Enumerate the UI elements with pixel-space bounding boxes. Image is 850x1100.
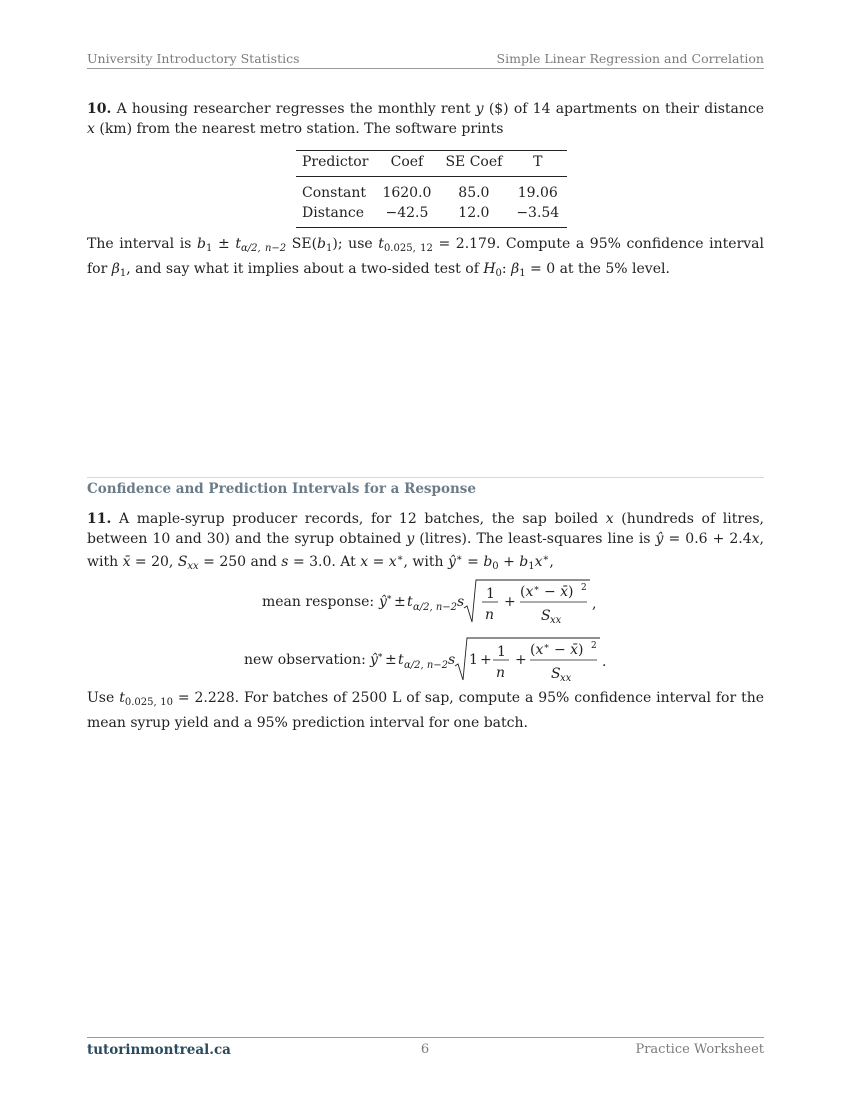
problem-10-text-3: (km) from the nearest metro station. The software prints: [99, 121, 504, 137]
section-divider: [87, 477, 764, 478]
problem-11-intro: 11. A maple-syrup producer records, for 12 batches, the sap boiled x (hundreds of litres, between 10 and 30) and the syrup obtained y (litres). The least-squares line is ŷ = 0.6 + 2.4x, with x̄ = 20, $S_{xx} = 250$ and s = 3.0. At x = x∗, with ŷ∗ = $b_0 + b_1x^∗$,: [87, 511, 764, 572]
problem-11-text-7: = 3.0. At: [292, 554, 356, 570]
col-header: T: [510, 151, 567, 177]
page-number: 6: [420, 1042, 430, 1057]
problem-11-text-4: with: [87, 554, 119, 570]
table-header-row: [296, 151, 567, 177]
svg-text:1: 1: [486, 586, 495, 602]
col-header: Predictor: [296, 151, 376, 177]
svg-text:2: 2: [591, 641, 597, 651]
problem-11-text: A maple-syrup producer records, for 12 batches, the sap boiled: [119, 511, 599, 527]
header-course: University Introductory Statistics: [87, 51, 300, 66]
problem-10-intro: 10. A housing researcher regresses the monthly rent y ($) of 14 apartments on their distance x (km) from the nearest metro station. The software prints: [87, 101, 764, 137]
problem-11-text-6: = 250 and: [203, 554, 277, 570]
problem-10-question-text-2: use: [348, 236, 373, 252]
table-row: [296, 203, 567, 228]
new-observation-formula: [244, 636, 624, 684]
table-cell: −3.54: [516, 205, 560, 221]
problem-11-question: Use $t_{0.025, 10} = 2.228$. For batches of 2500 L of sap, compute a 95% confidence interval for the mean syrup yield and a 95% prediction interval for one batch.: [87, 690, 764, 731]
problem-10-text: A housing researcher regresses the monthly rent: [116, 101, 471, 117]
new-observation-math: [244, 636, 624, 684]
problem-10-number: 10.: [87, 101, 112, 117]
svg-text:ŷ: ŷ: [379, 594, 387, 610]
mean-response-math: [262, 578, 622, 626]
svg-text:+: +: [515, 652, 527, 668]
mean-response-label: mean response:: [262, 594, 375, 610]
svg-text:xx: xx: [560, 673, 572, 684]
svg-text:xx: xx: [550, 615, 562, 626]
table-row: [296, 177, 567, 204]
problem-11-text-2: (hundreds of litres, between 10 and 30) and the syrup obtained: [87, 511, 764, 547]
svg-text:1: 1: [469, 652, 478, 668]
table-cell: Distance: [302, 205, 365, 221]
svg-text:∗: ∗: [386, 593, 393, 603]
problem-10-question-text-4: and say what it implies about a two-sided test of: [135, 261, 479, 277]
problem-11-text-5: = 20,: [134, 554, 174, 570]
col-header: Coef: [376, 151, 439, 177]
svg-text:1: 1: [497, 644, 506, 660]
section-title: Confidence and Prediction Intervals for a Response: [87, 481, 476, 497]
header-topic: Simple Linear Regression and Correlation: [496, 51, 764, 66]
svg-text:+: +: [480, 652, 492, 668]
problem-10-question-text-3: = 2.179. Compute a 95% confidence interval for: [87, 236, 764, 277]
svg-text:±: ±: [385, 652, 397, 668]
problem-11-text-3: (litres). The least-squares line is: [419, 531, 651, 547]
table-cell: 19.06: [517, 185, 558, 201]
new-observation-label: new observation:: [244, 652, 366, 668]
table-cell: −42.5: [385, 205, 429, 221]
svg-text:s: s: [448, 652, 456, 668]
footer-divider: [87, 1037, 764, 1038]
svg-text:.: .: [602, 654, 607, 670]
col-header: SE Coef: [439, 151, 510, 177]
problem-10-question-text-5: at the 5% level.: [559, 261, 670, 277]
svg-text:n: n: [496, 665, 506, 681]
svg-text:(x∗ − x̄): (x∗ − x̄): [530, 642, 584, 658]
table-cell: 85.0: [458, 185, 490, 201]
svg-text:t: t: [407, 594, 413, 610]
svg-text:S: S: [541, 608, 551, 624]
problem-10-question-text: The interval is: [87, 236, 192, 252]
svg-text:t: t: [398, 652, 404, 668]
svg-text:(x∗ − x̄): (x∗ − x̄): [520, 584, 574, 600]
table-cell: 1620.0: [382, 185, 432, 201]
page-header: [87, 51, 764, 69]
mean-response-formula: [262, 578, 622, 626]
svg-text:n: n: [485, 607, 495, 623]
table-cell: Constant: [302, 185, 366, 201]
svg-text:s: s: [457, 594, 465, 610]
problem-11-question-text: Use: [87, 690, 115, 706]
svg-text:α/2, n−2: α/2, n−2: [413, 602, 458, 613]
problem-11-text-8: with: [412, 554, 444, 570]
svg-text:2: 2: [581, 583, 587, 593]
svg-text:ŷ: ŷ: [370, 652, 378, 668]
problem-11-number: 11.: [87, 511, 112, 527]
problem-10-question: The interval is $b_1 \pm t_{\alpha/2, n-2}$ $SE(b_1)$; use $t_{0.025, 12} = 2.179$. Compute a 95% confidence interval for $\beta_1$, and say what it implies about a two-sided test of $H_0$: $\beta_1 = 0$ at the 5% level.: [87, 236, 764, 279]
footer-label: Practice Worksheet: [635, 1042, 764, 1057]
svg-text:S: S: [551, 666, 561, 682]
problem-10-text-2: ($) of 14 apartments on their distance: [488, 101, 764, 117]
regression-output-table: [296, 150, 567, 228]
svg-text:∗: ∗: [377, 651, 384, 661]
svg-text:,: ,: [592, 596, 597, 612]
table-cell: 12.0: [458, 205, 490, 221]
problem-11-question-text-2: = 2.228. For batches of 2500 L of sap, compute a 95% confidence interval for the mean syrup yield and a 95% prediction interval for one batch.: [87, 690, 764, 731]
svg-text:±: ±: [394, 594, 406, 610]
footer-site: tutorinmontreal.ca: [87, 1042, 231, 1058]
svg-text:+: +: [504, 594, 516, 610]
svg-text:α/2, n−2: α/2, n−2: [404, 660, 449, 671]
